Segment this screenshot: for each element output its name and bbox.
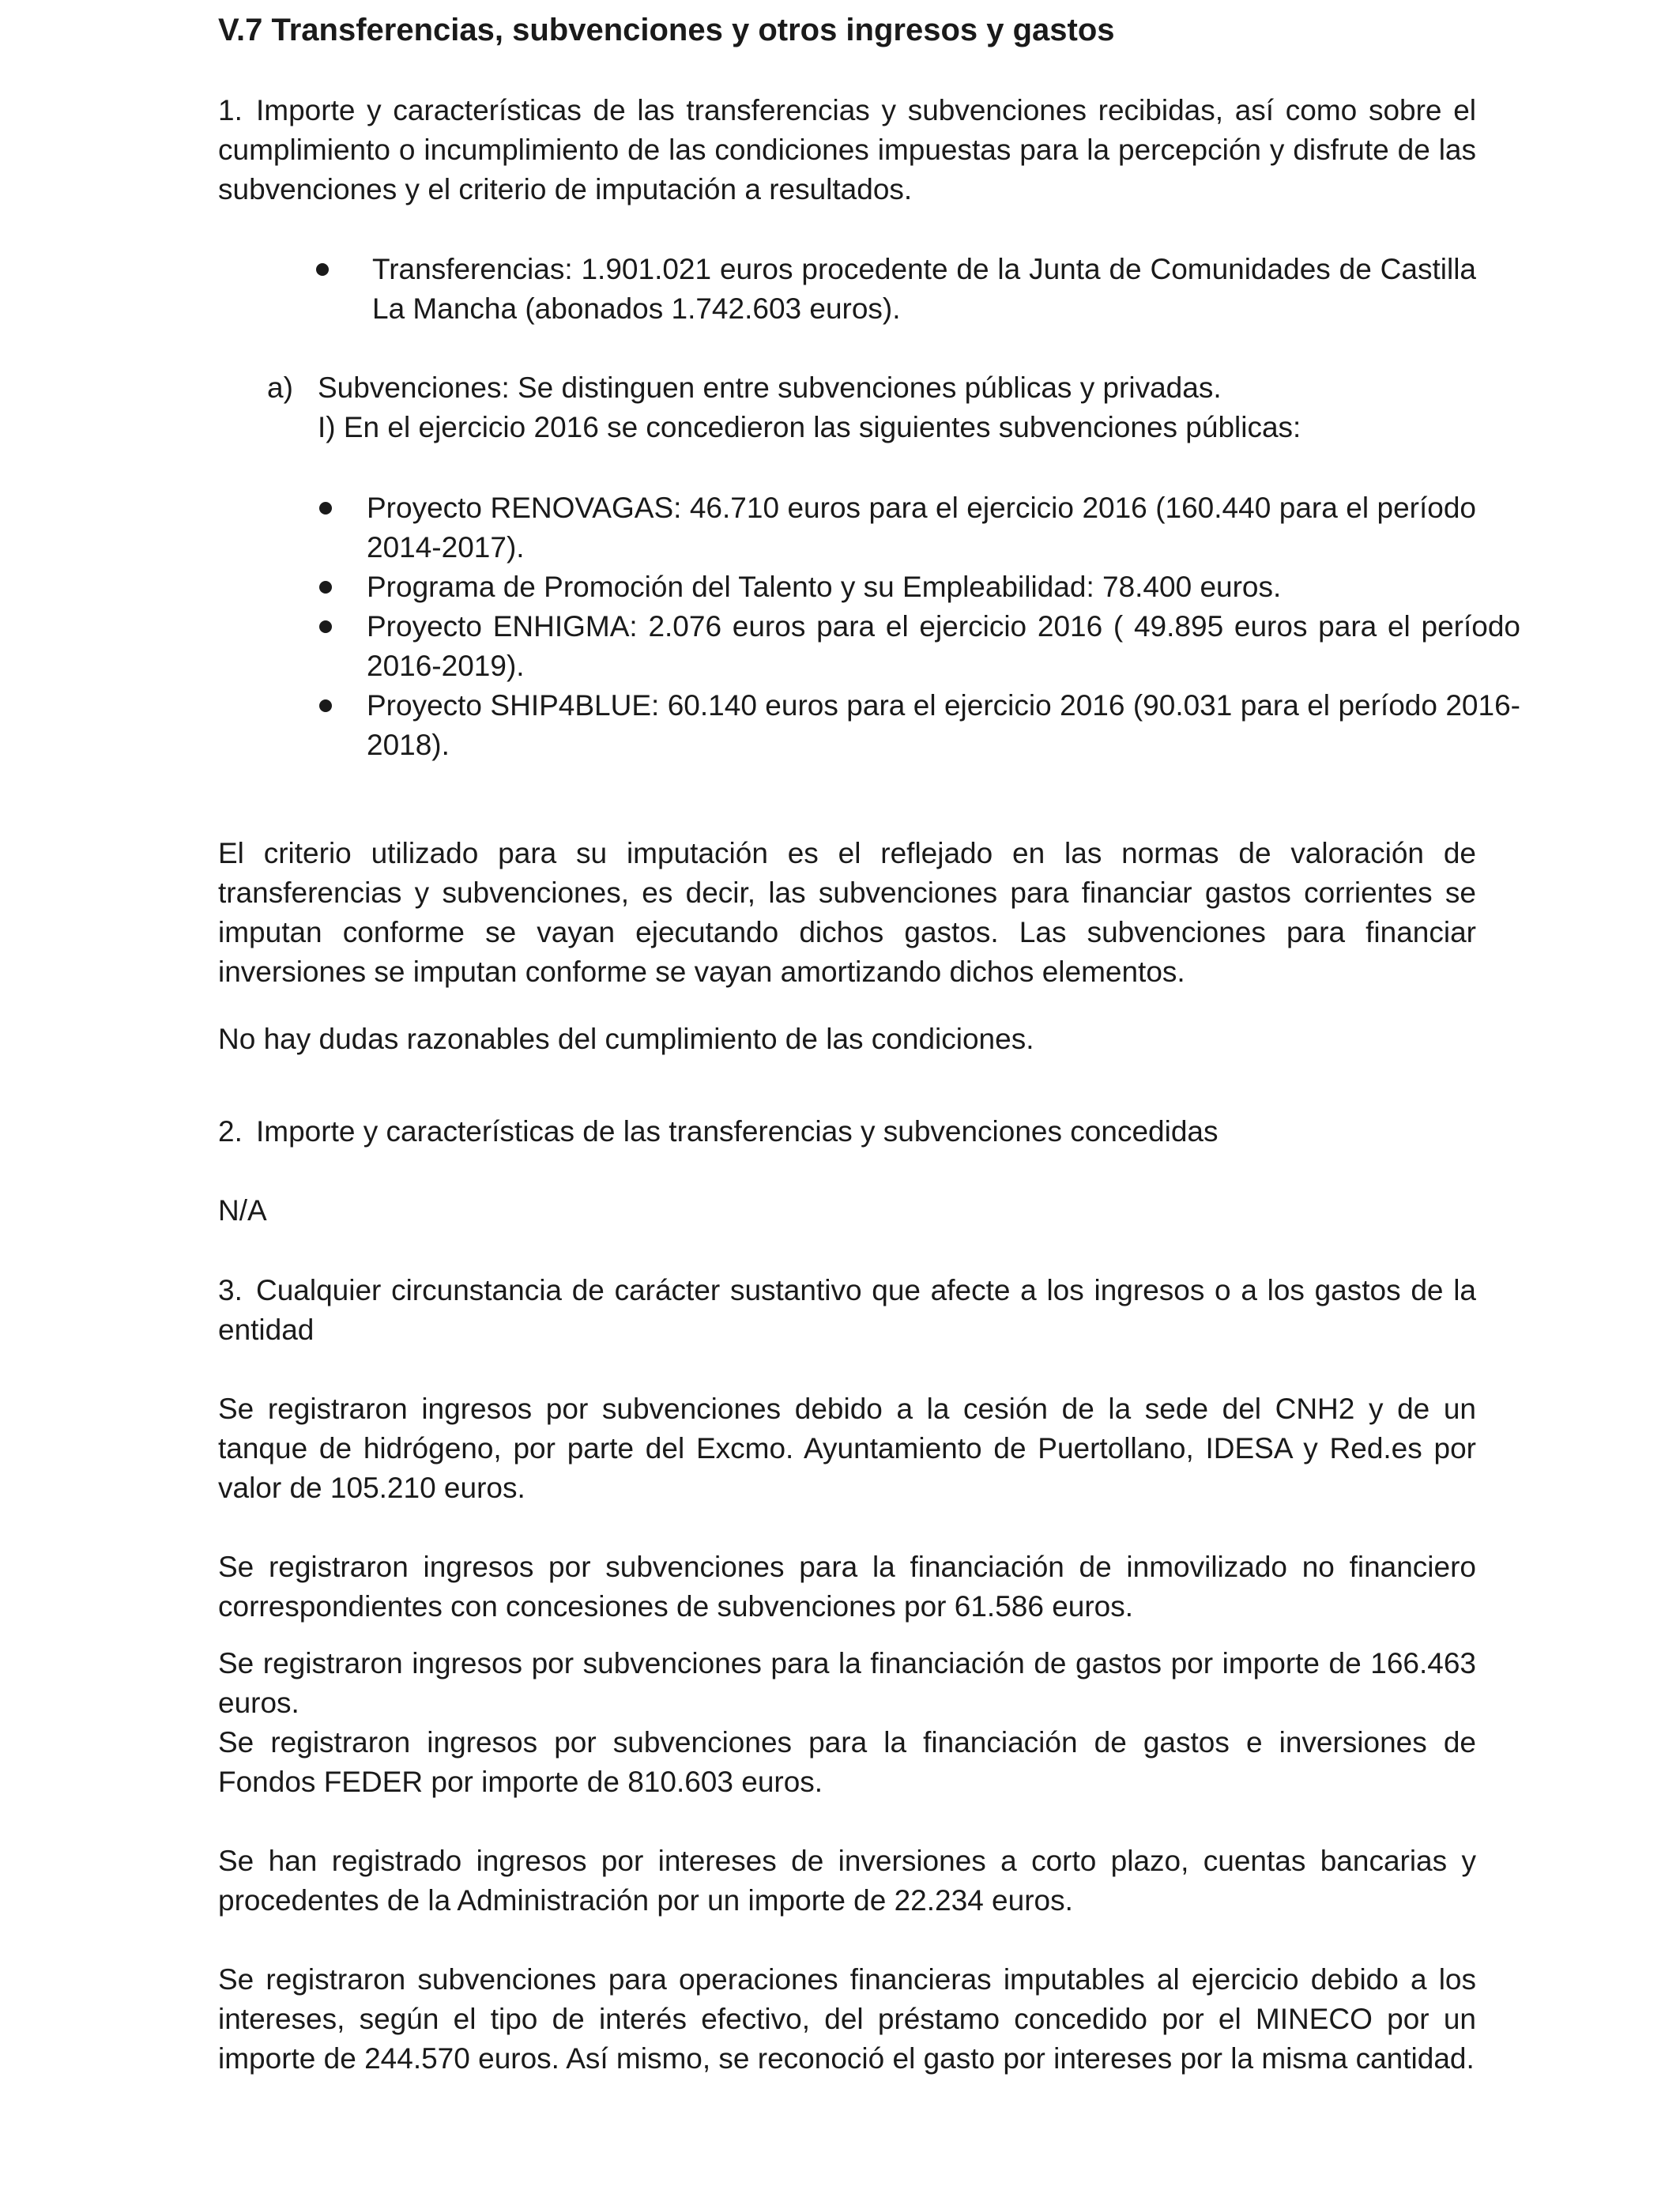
- section-1-heading-text: Importe y características de las transferencias y subvenciones recibidas, así como sobre el cumplimiento o incumplimiento de las condiciones impuestas para la percepción y disfrute de las subvenciones y el criterio de imputación a resultados.: [218, 94, 1476, 205]
- section-3-number: 3.: [218, 1274, 243, 1306]
- section-2-heading-text: Importe y características de las transferencias y subvenciones concedidas: [256, 1115, 1219, 1148]
- bullet-icon: [319, 502, 332, 515]
- section-3-paragraph-2: Se registraron ingresos por subvenciones para la financiación de inmovilizado no financiero correspondientes con concesiones de subvenciones por 61.586 euros.: [218, 1551, 1476, 1623]
- section-3-heading-text: Cualquier circunstancia de carácter sustantivo que afecte a los ingresos o a los gastos de la entidad: [218, 1274, 1476, 1346]
- bullet-icon: [319, 581, 332, 594]
- subsidy-text: Proyecto ENHIGMA: 2.076 euros para el ejercicio 2016 ( 49.895 euros para el período 2016-2019).: [367, 610, 1520, 682]
- section-3-heading: [218, 1271, 1476, 1350]
- bullet-icon: [316, 263, 329, 276]
- section-3-paragraph-4: Se registraron ingresos por subvenciones para la financiación de gastos e inversiones de Fondos FEDER por importe de 810.603 euros.: [218, 1726, 1476, 1798]
- section-2-value: N/A: [218, 1194, 267, 1227]
- dudas-paragraph: No hay dudas razonables del cumplimiento de las condiciones.: [218, 1023, 1034, 1055]
- section-2-heading: [218, 1112, 1476, 1152]
- section-3-paragraph-5: Se han registrado ingresos por intereses de inversiones a corto plazo, cuentas bancarias y procedentes de la Administración por un importe de 22.234 euros.: [218, 1845, 1476, 1917]
- criterio-paragraph: El criterio utilizado para su imputación es el reflejado en las normas de valoración de transferencias y subvenciones, es decir, las subvenciones para financiar gastos corrientes se imputan conforme se vayan ejecutando dichos gastos. Las subvenciones para financiar inversiones se imputan conforme se vayan amortizando dichos elementos.: [218, 837, 1476, 988]
- page-title: V.7 Transferencias, subvenciones y otros ingresos y gastos: [218, 13, 1115, 47]
- bullet-icon: [319, 699, 332, 712]
- subsidy-text: Programa de Promoción del Talento y su Empleabilidad: 78.400 euros.: [367, 571, 1282, 603]
- section-3-paragraph-1: Se registraron ingresos por subvenciones debido a la cesión de la sede del CNH2 y de un tanque de hidrógeno, por parte del Excmo. Ayuntamiento de Puertollano, IDESA y Red.es por valor de 105.210 euros.: [218, 1393, 1476, 1504]
- bullet-icon: [319, 620, 332, 633]
- section-3-paragraph-3: Se registraron ingresos por subvenciones para la financiación de gastos por importe de 166.463 euros.: [218, 1647, 1476, 1719]
- subsidy-text: Proyecto SHIP4BLUE: 60.140 euros para el ejercicio 2016 (90.031 para el período 2016-2018).: [367, 689, 1520, 761]
- subsection-a-label: a): [267, 371, 293, 404]
- subsection-a-line2: I) En el ejercicio 2016 se concedieron las siguientes subvenciones públicas:: [318, 411, 1301, 443]
- subsidy-text: Proyecto RENOVAGAS: 46.710 euros para el ejercicio 2016 (160.440 para el período 2014-2017).: [367, 492, 1476, 564]
- subsection-a-line1: Subvenciones: Se distinguen entre subvenciones públicas y privadas.: [318, 371, 1222, 404]
- section-3-paragraph-6: Se registraron subvenciones para operaciones financieras imputables al ejercicio debido a los intereses, según el tipo de interés efectivo, del préstamo concedido por el MINECO por un importe de 244.570 euros. Así mismo, se reconoció el gasto por intereses por la misma cantidad.: [218, 1963, 1476, 2075]
- transfer-text: Transferencias: 1.901.021 euros procedente de la Junta de Comunidades de Castilla La Mancha (abonados 1.742.603 euros).: [372, 253, 1476, 325]
- section-1-number: 1.: [218, 94, 243, 126]
- section-2-number: 2.: [218, 1115, 243, 1148]
- section-1-heading: [218, 91, 1476, 209]
